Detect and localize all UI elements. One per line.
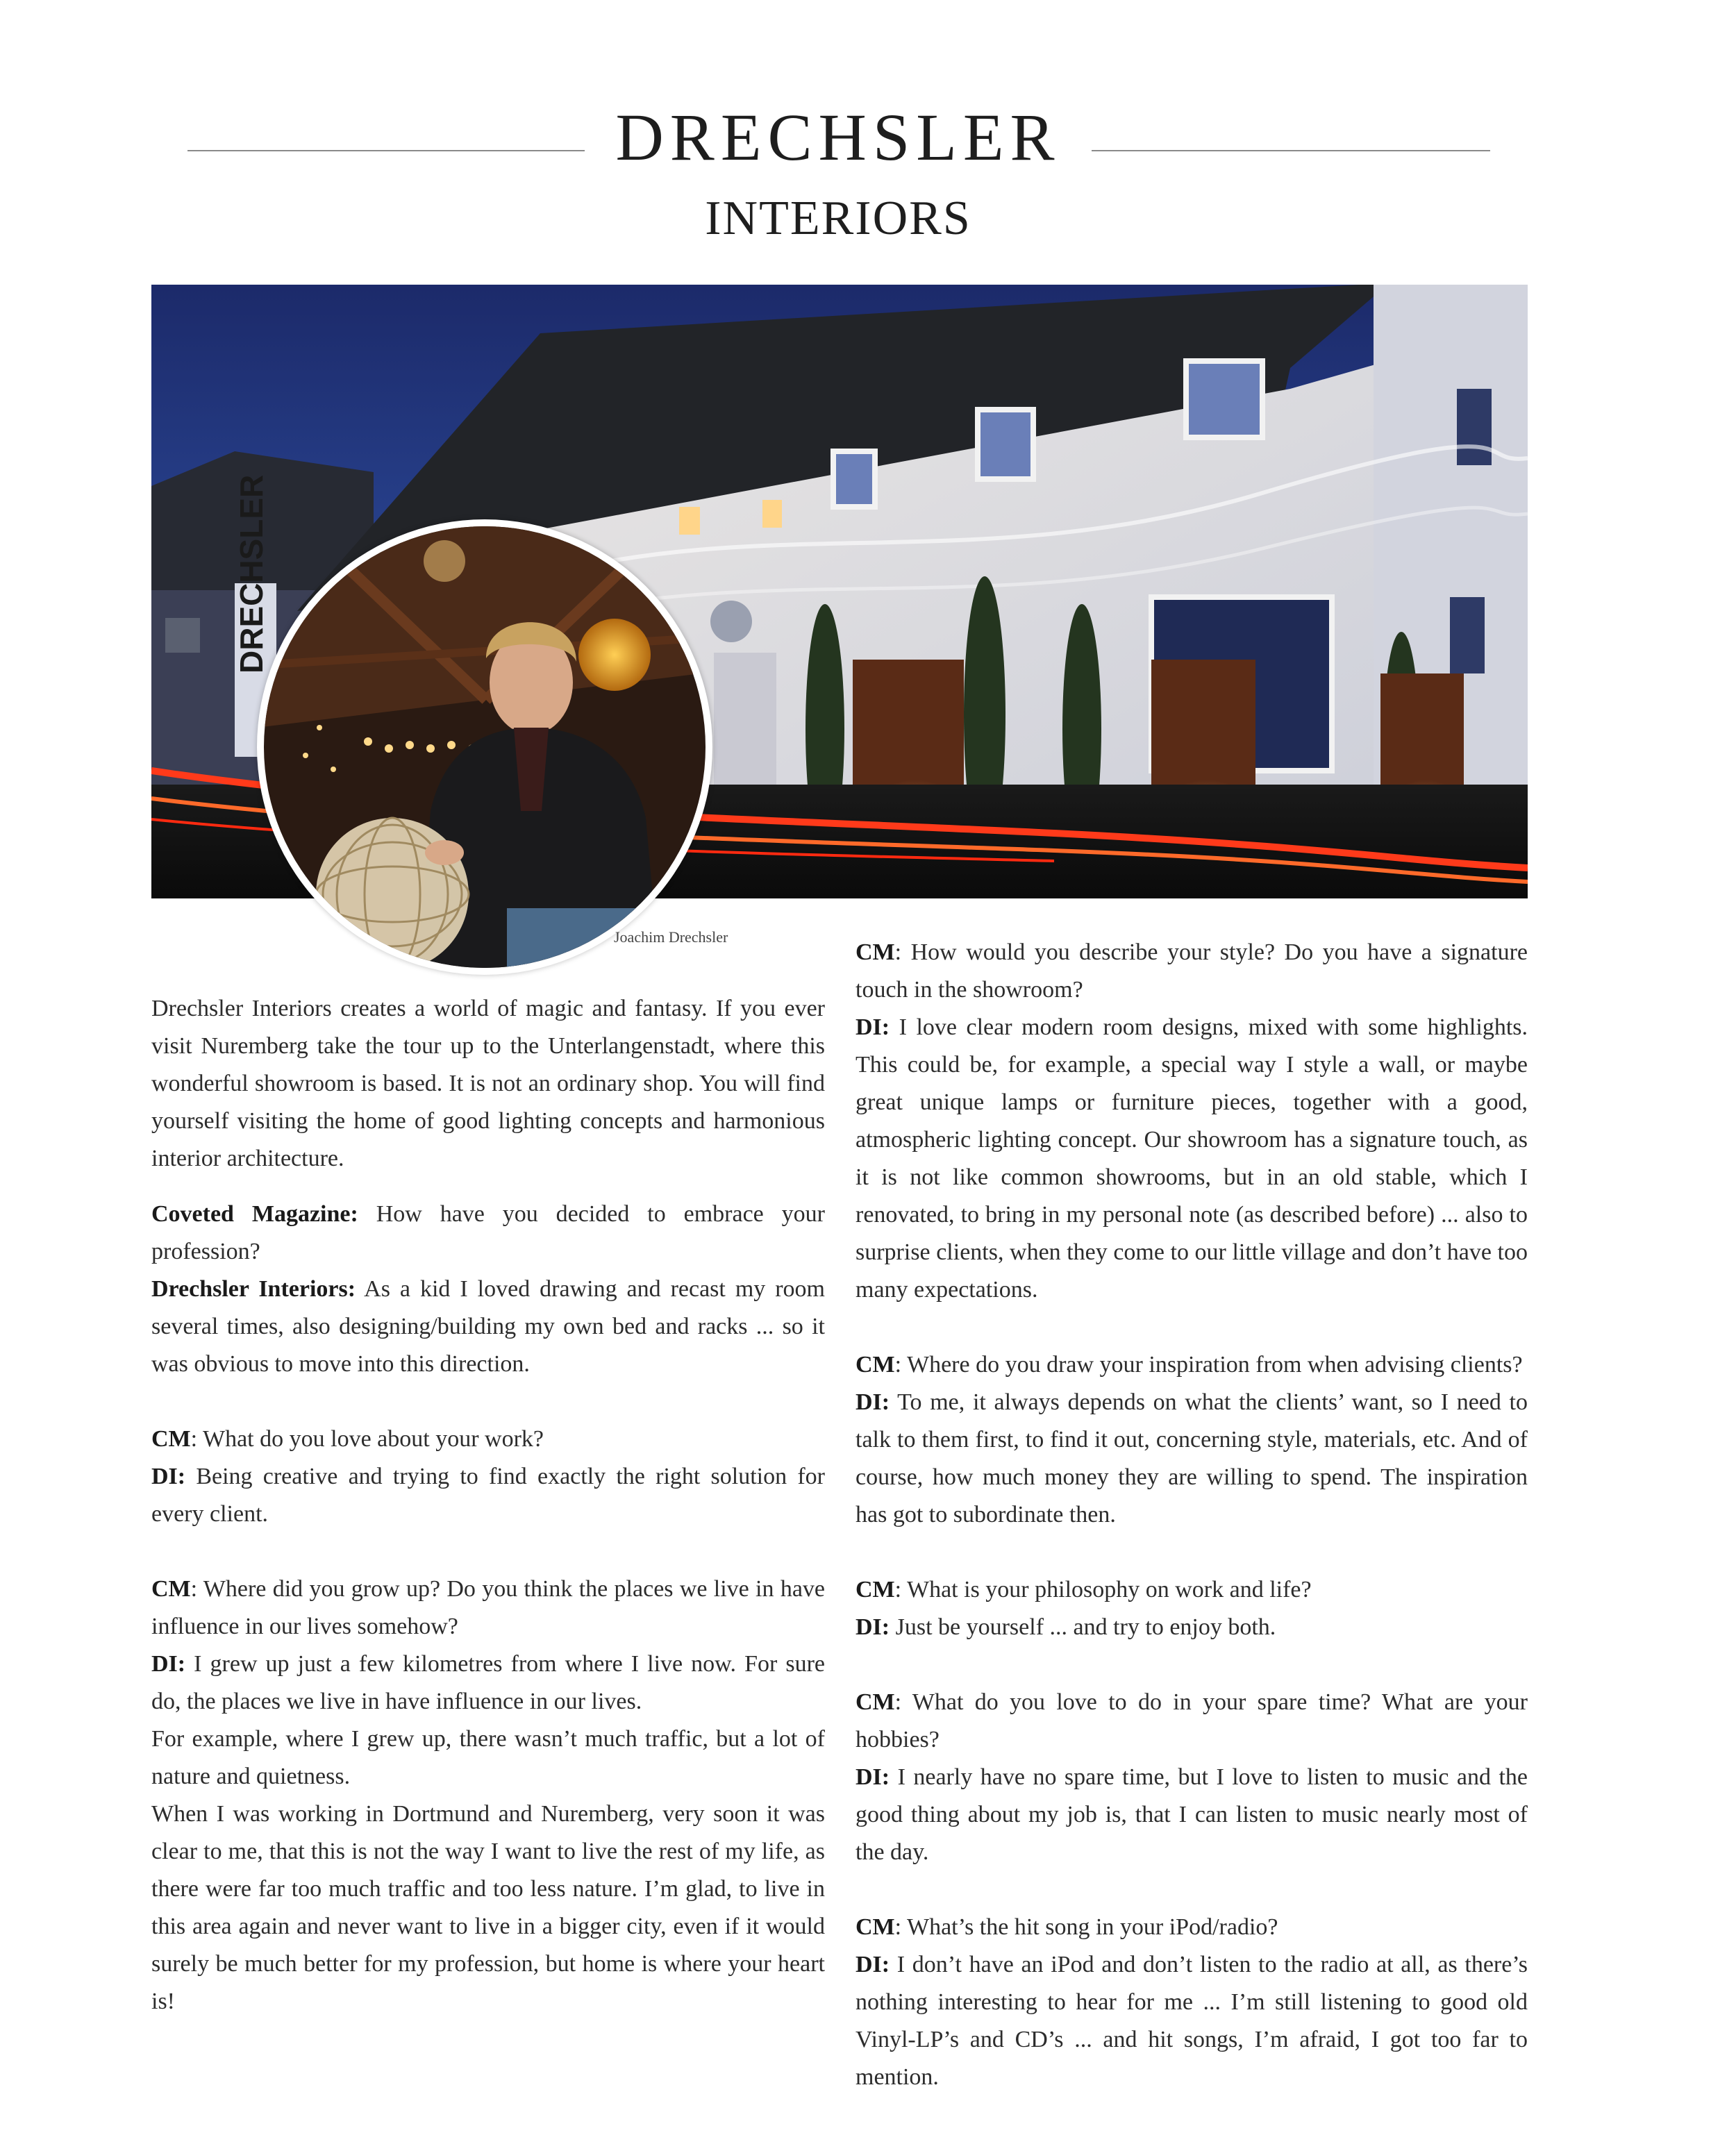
- answer-label: DI:: [856, 1389, 890, 1415]
- answer-label: DI:: [856, 1764, 890, 1790]
- qa-answer: [856, 1946, 1528, 2096]
- left-column: [151, 990, 825, 2020]
- question-text: : What’s the hit song in your iPod/radio?: [894, 1914, 1278, 1940]
- portrait-photo: [257, 519, 712, 975]
- question-label: CM: [856, 1914, 895, 1940]
- answer-text: I don’t have an iPod and don’t listen to the radio at all, as there’s nothing interesting to hear for me ... I’m still listening to good old Vinyl-LP’s and CD’s ... and hit songs, I’m afraid, I got too far to mention.: [856, 1952, 1528, 2090]
- qa-question: [151, 1196, 825, 1271]
- page-title: DRECHSLER: [615, 100, 1061, 174]
- question-label: Coveted Magazine:: [151, 1201, 358, 1227]
- answer-label: Drechsler Interiors:: [151, 1276, 356, 1302]
- qa-question: [856, 1571, 1528, 1609]
- answer-text: To me, it always depends on what the clients’ want, so I need to talk to them first, to find it out, concerning style, materials, etc. And of course, how much money they are willing to spend. The inspiration has got to subordinate then.: [856, 1389, 1528, 1528]
- question-text: : What is your philosophy on work and life?: [894, 1577, 1312, 1602]
- question-label: CM: [151, 1576, 191, 1602]
- answer-label: DI:: [856, 1614, 890, 1640]
- answer-text: Just be yourself ... and try to enjoy both.: [890, 1614, 1276, 1640]
- answer-text: Being creative and trying to find exactly the right solution for every client.: [151, 1464, 825, 1527]
- qa-answer: [856, 1384, 1528, 1534]
- qa-question: [856, 1909, 1528, 1946]
- question-label: CM: [151, 1426, 191, 1452]
- qa-question: [151, 1571, 825, 1646]
- answer-label: DI:: [151, 1651, 186, 1677]
- intro-paragraph: Drechsler Interiors creates a world of magic and fantasy. If you ever visit Nuremberg take the tour up to the Unterlangenstadt, where this wonderful showroom is based. It is not an ordinary shop. You will find yourself visiting the home of good lighting concepts and harmonious interior architecture.: [151, 996, 825, 1171]
- qa-question: [151, 1421, 825, 1458]
- question-text: : What do you love about your work?: [190, 1426, 544, 1452]
- question-text: : Where do you draw your inspiration from when advising clients?: [894, 1352, 1523, 1378]
- answer-label: DI:: [151, 1464, 186, 1489]
- question-label: CM: [856, 1577, 895, 1602]
- qa-answer: [151, 1646, 825, 1721]
- right-column: [856, 934, 1528, 2096]
- answer-text: I nearly have no spare time, but I love to listen to music and the good thing about my job is, that I can listen to music nearly most of the day.: [856, 1764, 1528, 1865]
- question-text: How have you decided to embrace your profession?: [151, 1201, 825, 1264]
- question-text: : What do you love to do in your spare time? What are your hobbies?: [856, 1689, 1528, 1752]
- answer-label: DI:: [856, 1014, 890, 1040]
- answer-text: As a kid I loved drawing and recast my room several times, also designing/building my own bed and racks ... so it was obvious to move into this direction.: [151, 1276, 826, 1377]
- question-text: : Where did you grow up? Do you think the places we live in have influence in our lives somehow?: [151, 1576, 825, 1639]
- question-text: : How would you describe your style? Do you have a signature touch in the showroom?: [856, 939, 1528, 1003]
- qa-question: [856, 1346, 1528, 1384]
- answer-continuation: When I was working in Dortmund and Nuremberg, very soon it was clear to me, that this is not the way I want to live the rest of my life, as there were far too much traffic and too less nature. I’m glad, to live in this area again and never want to live in a bigger city, even if it would surely be much better for my profession, but home is where your heart is!: [151, 1801, 825, 2014]
- question-label: CM: [856, 1689, 895, 1715]
- qa-answer: [856, 1009, 1528, 1309]
- answer-text: I grew up just a few kilometres from where I live now. For sure do, the places we live in have influence in our lives.: [151, 1651, 825, 1714]
- qa-question: [856, 1684, 1528, 1759]
- qa-answer: [151, 1458, 825, 1533]
- answer-continuation: For example, where I grew up, there wasn’t much traffic, but a lot of nature and quietness.: [151, 1726, 825, 1789]
- sign-text: DRECHSLER: [233, 474, 269, 673]
- question-label: CM: [856, 1352, 895, 1378]
- answer-label: DI:: [856, 1952, 890, 1977]
- answer-text: I love clear modern room designs, mixed with some highlights. This could be, for example, a special way I style a wall, or maybe great unique lamps or furniture pieces, together with a good, atmospheric lighting concept. Our showroom has a signature touch, as it is not like common showrooms, but in an old stable, which I renovated, to bring in my personal note (as described before) ... also to surprise clients, when they come to our little village and don’t have too many expectations.: [856, 1014, 1528, 1303]
- portrait-caption: Joachim Drechsler: [614, 928, 728, 946]
- qa-answer: [856, 1759, 1528, 1871]
- question-label: CM: [856, 939, 895, 965]
- qa-question: [856, 934, 1528, 1009]
- qa-answer: [151, 1271, 825, 1383]
- page-subtitle: INTERIORS: [705, 192, 971, 245]
- qa-answer: [856, 1609, 1528, 1646]
